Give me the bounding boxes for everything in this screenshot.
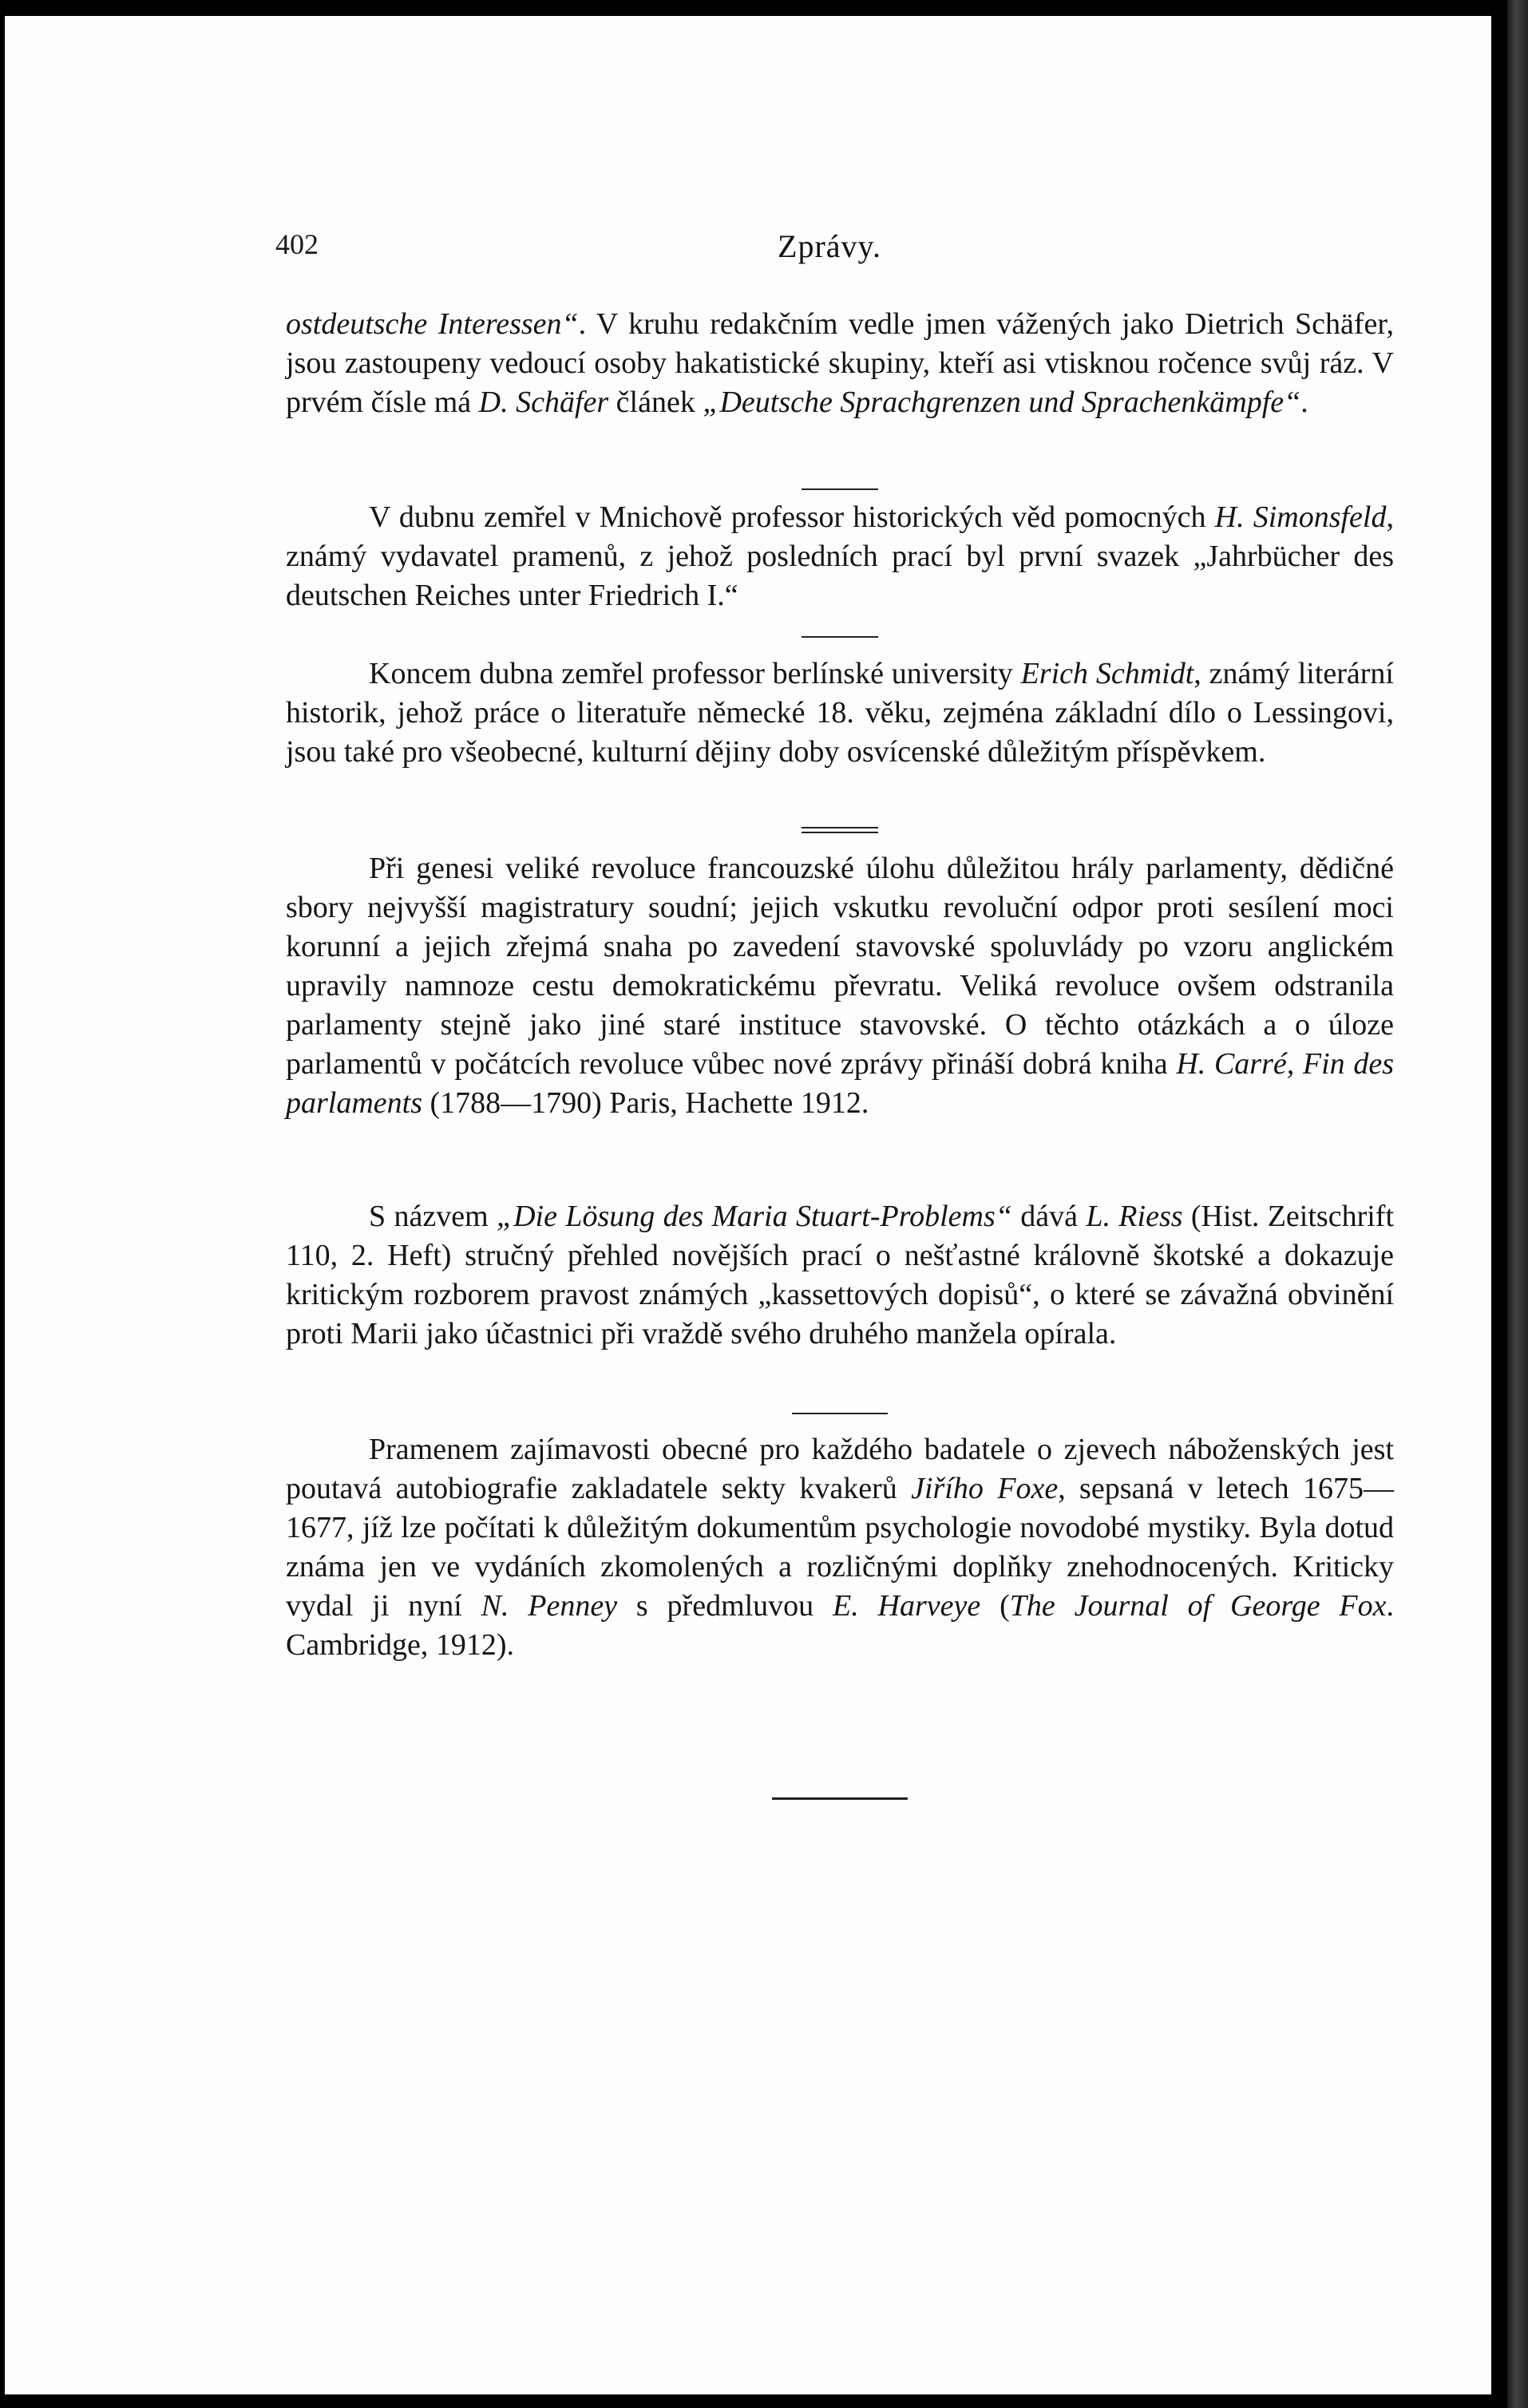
paragraph-text	[286, 1197, 1394, 1354]
paragraph-6	[286, 1430, 1394, 1665]
page-edge-shadow	[1507, 0, 1528, 2408]
section-rule-3	[286, 827, 1394, 833]
text-run: , známý vydavatel pramenů, z jehož posledních prací byl první svazek „Jahrbücher des deutschen Reiches unter Friedrich I.“	[286, 500, 1394, 612]
separator-rule	[802, 488, 878, 490]
end-rule	[286, 1797, 1394, 1800]
text-run: (Hist. Zeitschrift 110, 2. Heft) stručný přehled novějších prací o nešťastné královně škotské a dokazuje kritickým rozborem pravost známých „kassettových dopisů“, o které se závažná obvinění proti Marii jako účastnici při vraždě svého druhého manžela opírala.	[286, 1200, 1394, 1350]
italic-run: „Die Lösung des Maria Stuart-Problems“	[496, 1200, 1012, 1233]
text-run: , sepsaná v letech 1675—1677, jíž lze počítati k důležitým dokumentům psychologie novodobé mystiky. Byla dotud známa jen ve vydáních zkomolených a rozličnými doplňky znehodnocených. Kriticky vydal ji nyní	[286, 1472, 1395, 1623]
italic-run: Jiřího Foxe	[911, 1472, 1059, 1505]
paragraph-3	[286, 654, 1394, 772]
italic-run: H. Carré, Fin des parlaments	[286, 1047, 1394, 1120]
end-separator-rule	[772, 1797, 908, 1800]
text-run: .	[1300, 386, 1308, 419]
paragraph-text	[286, 1430, 1394, 1665]
text-run: Koncem dubna zemřel professor berlínské university	[369, 657, 1021, 690]
section-rule-4	[286, 1413, 1394, 1414]
text-run: dává	[1011, 1200, 1087, 1233]
page-header	[275, 227, 1384, 267]
text-run: s předmluvou	[617, 1589, 833, 1623]
italic-run: „Deutsche Sprachgrenzen und Sprachenkämpfe“	[703, 386, 1301, 419]
italic-run: The Journal of George Fox	[1009, 1589, 1387, 1623]
text-run: (1788—1790) Paris, Hachette 1912.	[422, 1086, 869, 1120]
text-run: S názvem	[369, 1200, 497, 1233]
italic-run: E. Harveye	[833, 1589, 981, 1623]
text-run: (	[980, 1589, 1010, 1623]
text-run: Pramenem zajímavosti obecné pro každého badatele o zjevech náboženských jest poutavá autobiografie zakladatele sekty kvakerů	[286, 1433, 1394, 1505]
section-rule-2	[286, 636, 1394, 638]
text-run: Při genesi veliké revoluce francouzské úlohu důležitou hrály parlamenty, dědičné sbory nejvyšší magistratury soudní; jejich vskutku revoluční odpor proti sesílení moci korunní a jejich zřejmá snaha po zavedení stavovské spoluvlády po vzoru anglickém upravily namnoze cestu demokratickému převratu. Veliká revoluce ovšem odstranila parlamenty stejně jako jiné staré instituce stavovské. O těchto otázkách a o úloze parlamentů v počátcích revoluce vůbec nové zprávy přináší dobrá kniha	[286, 852, 1394, 1081]
italic-run: H. Simonsfeld	[1214, 500, 1387, 534]
paragraph-1	[286, 305, 1394, 422]
italic-run: L. Riess	[1086, 1200, 1183, 1233]
italic-run: ostdeutsche Interessen“	[286, 307, 579, 341]
paragraph-4	[286, 849, 1394, 1123]
paragraph-text	[286, 305, 1394, 422]
italic-run: N. Penney	[481, 1589, 618, 1623]
section-rule-1	[286, 488, 1394, 490]
double-separator-rule	[802, 827, 878, 833]
italic-run: D. Schäfer	[478, 386, 609, 419]
paragraph-text	[286, 849, 1394, 1123]
italic-run: Erich Schmidt	[1020, 657, 1194, 690]
paragraph-text	[286, 654, 1394, 772]
page-number: 402	[275, 228, 319, 260]
text-run: . Cambridge, 1912).	[286, 1589, 1394, 1662]
separator-rule	[792, 1413, 888, 1414]
paragraph-5	[286, 1197, 1394, 1354]
text-run: článek	[608, 386, 703, 419]
paragraph-text	[286, 498, 1394, 615]
separator-rule	[802, 636, 878, 638]
text-run: V dubnu zemřel v Mnichově professor historických věd pomocných	[369, 500, 1215, 534]
text-run: . V kruhu redakčním vedle jmen vážených jako Dietrich Schäfer, jsou zastoupeny vedoucí osoby hakatistické skupiny, kteří asi vtisknou ročence svůj ráz. V prvém čísle má	[286, 307, 1394, 419]
text-run: , známý literární historik, jehož práce o literatuře německé 18. věku, zejména základní dílo o Lessingovi, jsou také pro všeobecné, kulturní dějiny doby osvícenské důležitým příspěvkem.	[286, 657, 1394, 769]
paragraph-2	[286, 498, 1394, 615]
running-head: Zprávy.	[778, 228, 881, 264]
